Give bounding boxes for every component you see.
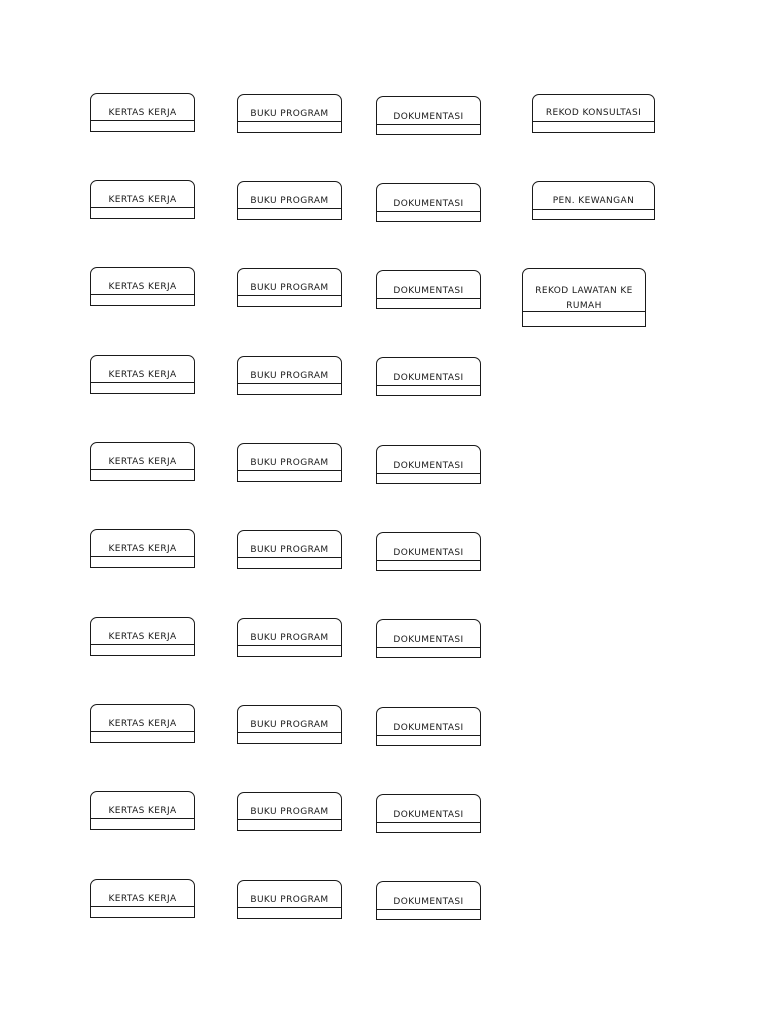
dokumentasi-label-rule (376, 211, 481, 212)
dokumentasi-label-text: DOKUMENTASI (393, 897, 464, 907)
dokumentasi-label-text: DOKUMENTASI (393, 373, 464, 383)
dokumentasi-label-rule (376, 298, 481, 299)
kertas-kerja-label-text: KERTAS KERJA (108, 719, 177, 729)
buku-program-label-box (237, 705, 342, 744)
dokumentasi-label-box (376, 707, 481, 746)
dokumentasi-label-rule (376, 385, 481, 386)
buku-program-label-rule (237, 383, 342, 384)
dokumentasi-label-box (376, 881, 481, 920)
buku-program-label-rule (237, 208, 342, 209)
kertas-kerja-label-text: KERTAS KERJA (108, 544, 177, 554)
kertas-kerja-label-box (90, 879, 195, 918)
kertas-kerja-label-rule (90, 731, 195, 732)
dokumentasi-label-text: DOKUMENTASI (393, 112, 464, 122)
kertas-kerja-label-text: KERTAS KERJA (108, 370, 177, 380)
buku-program-label-rule (237, 732, 342, 733)
buku-program-label-text: BUKU PROGRAM (250, 283, 329, 293)
buku-program-label-text: BUKU PROGRAM (250, 633, 329, 643)
dokumentasi-label-rule (376, 735, 481, 736)
buku-program-label-rule (237, 470, 342, 471)
kertas-kerja-label-rule (90, 818, 195, 819)
kertas-kerja-label-rule (90, 644, 195, 645)
lain-lain-label-text: PEN. KEWANGAN (552, 196, 635, 206)
buku-program-label-text: BUKU PROGRAM (250, 895, 329, 905)
dokumentasi-label-box (376, 96, 481, 135)
kertas-kerja-label-box (90, 791, 195, 830)
kertas-kerja-label-box (90, 529, 195, 568)
buku-program-label-box (237, 530, 342, 569)
buku-program-label-box (237, 181, 342, 220)
kertas-kerja-label-text: KERTAS KERJA (108, 894, 177, 904)
buku-program-label-box (237, 94, 342, 133)
kertas-kerja-label-text: KERTAS KERJA (108, 457, 177, 467)
dokumentasi-label-box (376, 532, 481, 571)
dokumentasi-label-box (376, 270, 481, 309)
buku-program-label-box (237, 618, 342, 657)
dokumentasi-label-text: DOKUMENTASI (393, 548, 464, 558)
kertas-kerja-label-box (90, 267, 195, 306)
dokumentasi-label-rule (376, 822, 481, 823)
dokumentasi-label-box (376, 183, 481, 222)
dokumentasi-label-box (376, 619, 481, 658)
kertas-kerja-label-box (90, 617, 195, 656)
kertas-kerja-label-box (90, 180, 195, 219)
buku-program-label-box (237, 443, 342, 482)
kertas-kerja-label-rule (90, 906, 195, 907)
lain-lain-label-rule (522, 311, 646, 312)
kertas-kerja-label-rule (90, 382, 195, 383)
kertas-kerja-label-rule (90, 556, 195, 557)
kertas-kerja-label-rule (90, 294, 195, 295)
kertas-kerja-label-box (90, 442, 195, 481)
dokumentasi-label-text: DOKUMENTASI (393, 723, 464, 733)
lain-lain-label-rule (532, 121, 655, 122)
buku-program-label-box (237, 356, 342, 395)
lain-lain-label-box (522, 268, 646, 327)
buku-program-label-rule (237, 557, 342, 558)
dokumentasi-label-text: DOKUMENTASI (393, 199, 464, 209)
lain-lain-label-box (532, 94, 655, 133)
kertas-kerja-label-text: KERTAS KERJA (108, 632, 177, 642)
kertas-kerja-label-rule (90, 120, 195, 121)
dokumentasi-label-box (376, 357, 481, 396)
dokumentasi-label-rule (376, 647, 481, 648)
dokumentasi-label-box (376, 794, 481, 833)
dokumentasi-label-rule (376, 909, 481, 910)
buku-program-label-rule (237, 907, 342, 908)
kertas-kerja-label-rule (90, 207, 195, 208)
dokumentasi-label-box (376, 445, 481, 484)
buku-program-label-rule (237, 121, 342, 122)
buku-program-label-text: BUKU PROGRAM (250, 371, 329, 381)
buku-program-label-text: BUKU PROGRAM (250, 109, 329, 119)
lain-lain-label-text: REKOD LAWATAN KE RUMAH (535, 286, 633, 311)
buku-program-label-text: BUKU PROGRAM (250, 196, 329, 206)
buku-program-label-rule (237, 645, 342, 646)
kertas-kerja-label-box (90, 355, 195, 394)
dokumentasi-label-text: DOKUMENTASI (393, 461, 464, 471)
kertas-kerja-label-box (90, 704, 195, 743)
buku-program-label-text: BUKU PROGRAM (250, 720, 329, 730)
kertas-kerja-label-text: KERTAS KERJA (108, 108, 177, 118)
buku-program-label-text: BUKU PROGRAM (250, 807, 329, 817)
buku-program-label-box (237, 792, 342, 831)
buku-program-label-text: BUKU PROGRAM (250, 545, 329, 555)
dokumentasi-label-text: DOKUMENTASI (393, 810, 464, 820)
kertas-kerja-label-text: KERTAS KERJA (108, 806, 177, 816)
buku-program-label-box (237, 268, 342, 307)
kertas-kerja-label-text: KERTAS KERJA (108, 282, 177, 292)
dokumentasi-label-rule (376, 124, 481, 125)
dokumentasi-label-rule (376, 560, 481, 561)
kertas-kerja-label-text: KERTAS KERJA (108, 195, 177, 205)
dokumentasi-label-text: DOKUMENTASI (393, 286, 464, 296)
buku-program-label-rule (237, 295, 342, 296)
kertas-kerja-label-box (90, 93, 195, 132)
lain-lain-label-text: REKOD KONSULTASI (545, 108, 642, 118)
buku-program-label-text: BUKU PROGRAM (250, 458, 329, 468)
dokumentasi-label-rule (376, 473, 481, 474)
lain-lain-label-box (532, 181, 655, 220)
buku-program-label-box (237, 880, 342, 919)
lain-lain-label-rule (532, 209, 655, 210)
buku-program-label-rule (237, 819, 342, 820)
dokumentasi-label-text: DOKUMENTASI (393, 635, 464, 645)
kertas-kerja-label-rule (90, 469, 195, 470)
